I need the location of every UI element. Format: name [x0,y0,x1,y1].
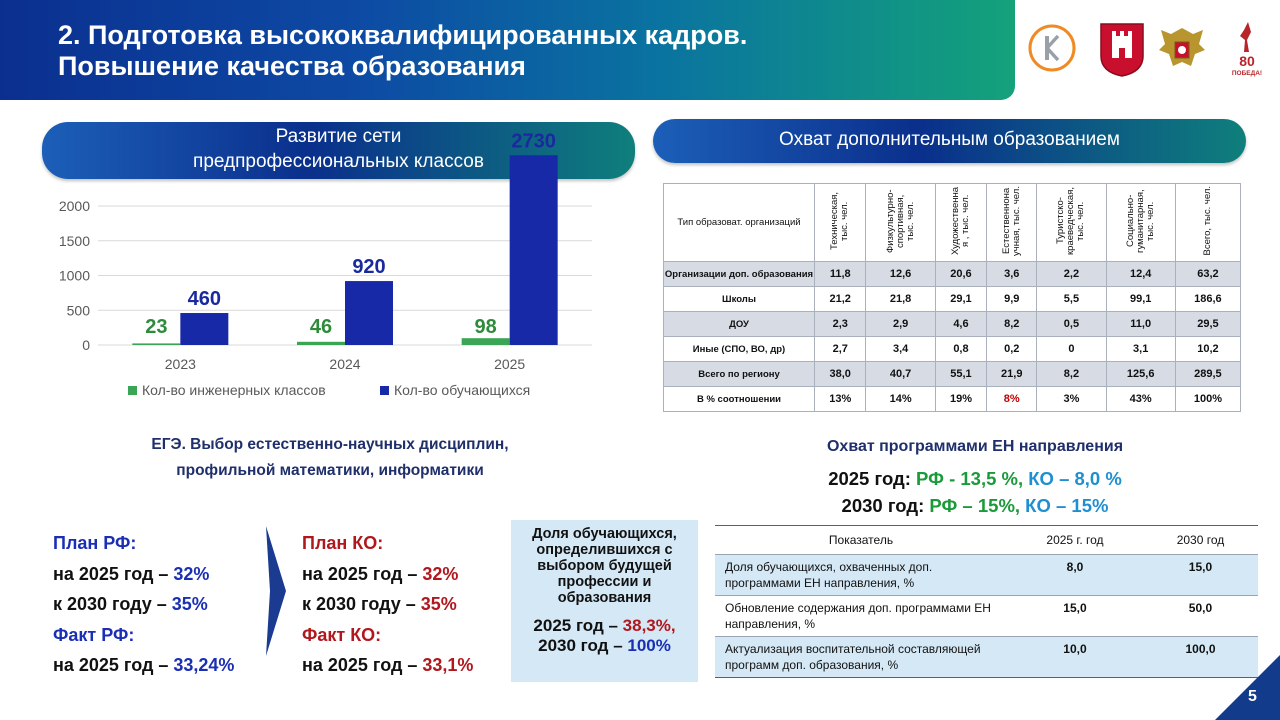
table-cell: 100% [1175,387,1240,412]
pill-network-line1: Развитие сети [275,126,402,147]
table-column-header-label: Социально-гуманитарная, тыс. чел. [1124,189,1156,253]
fact-rf-heading: Факт РФ: [53,624,135,645]
table-row [664,387,1241,412]
table-cell: 9,9 [987,287,1037,312]
table-cell: 0 [1037,337,1106,362]
table-row-label: Всего по региону [664,362,815,387]
data-label: 2730 [511,130,556,153]
career-choice-2030-label: 2030 год – [538,636,628,655]
page-title [58,20,747,82]
table-column-header [1037,184,1106,262]
table-column-header [815,184,866,262]
indicators-table [715,525,1258,678]
indicators-value-2025: 8,0 [1007,555,1143,596]
table-cell: 43% [1106,387,1175,412]
table-cell: 8,2 [1037,362,1106,387]
table-cell: 12,6 [866,262,935,287]
table-cell: 2,2 [1037,262,1106,287]
ege-title-line1: ЕГЭ. Выбор естественно-научных дисциплин, [151,436,509,453]
indicators-label: Актуализация воспитательной составляющей программ доп. образования, % [715,637,1007,678]
table-cell: 289,5 [1175,362,1240,387]
career-choice-box [511,520,698,682]
table-cell: 14% [866,387,935,412]
table-column-header-label: Всего, тыс. чел. [1201,186,1213,256]
table-cell: 8,2 [987,312,1037,337]
table-cell: 2,7 [815,337,866,362]
coat-of-arms-icon [1095,18,1149,78]
table-cell: 38,0 [815,362,866,387]
table-cell: 0,5 [1037,312,1106,337]
table-cell: 2,3 [815,312,866,337]
table-cell: 21,9 [987,362,1037,387]
plan-rf-line-2025 [53,559,234,590]
table-row [664,287,1241,312]
indicators-label: Обновление содержания доп. программами ЕН направления, % [715,596,1007,637]
plan-rf-heading: План РФ: [53,533,137,553]
table-cell: 63,2 [1175,262,1240,287]
en-2025-year: 2025 год: [828,468,917,489]
indicators-header-2030: 2030 год [1143,526,1258,555]
table-header-row [664,184,1241,262]
table-column-header [1106,184,1175,262]
table-column-header-label: Естественнона учная, тыс. чел. [1000,186,1022,256]
indicators-value-2030: 100,0 [1143,637,1258,678]
plan-rf-line-2030 [53,589,234,620]
table-row [664,362,1241,387]
indicators-value-2025: 15,0 [1007,596,1143,637]
plan-ko-line-2030 [302,589,473,620]
plan-ko-line-2025 [302,559,473,590]
bar-engineering-classes [132,343,180,345]
bar-students [180,313,228,345]
indicators-header-row [715,526,1258,555]
career-choice-2030-value: 100% [627,636,671,655]
chevron-right-icon [266,526,286,656]
table-column-header [866,184,935,262]
table-cell: 19% [935,387,986,412]
ege-title [110,432,550,484]
y-tick-label: 2000 [58,198,90,214]
table-cell: 125,6 [1106,362,1175,387]
plan-rf-2030-value: 35% [171,594,208,614]
pill-additional-education [653,119,1246,163]
table-cell: 29,1 [935,287,986,312]
data-label: 460 [187,288,222,311]
en-coverage-2025 [760,468,1190,490]
table-cell: 29,5 [1175,312,1240,337]
table-column-header-label: Туристско-краеведческая, тыс. чел. [1055,187,1087,255]
additional-education-table [663,183,1241,412]
bar-engineering-classes [297,342,345,345]
career-choice-question: Доля обучающихся, определившихся с выбором будущей профессии и образования [532,526,677,606]
bar-students [510,155,558,345]
en-2025-ko: КО – 8,0 % [1028,468,1122,489]
table-row-label: Школы [664,287,815,312]
fact-rf-line [53,650,234,681]
career-choice-2025-value: 38,3%, [622,616,676,635]
table-cell: 4,6 [935,312,986,337]
legend-swatch [128,386,137,395]
x-tick-label: 2023 [164,356,196,372]
page-title-line2: Повышение качества образования [58,51,526,81]
table-column-header-label: Физкультурно-спортивная, тыс. чел. [884,189,916,253]
plan-rf-2030-label: к 2030 году – [53,594,172,614]
fact-rf-value: 33,24% [173,655,235,675]
x-tick-label: 2025 [494,356,526,372]
plan-rf-2025-value: 32% [173,563,210,584]
data-label: 920 [352,256,386,279]
table-column-header-label: Художественна я , тыс. чел. [949,186,971,256]
en-coverage-2030 [760,495,1190,517]
bar-engineering-classes [462,338,510,345]
indicators-row [715,555,1258,596]
y-tick-label: 1500 [58,232,90,249]
table-column-header [987,184,1037,262]
y-tick-label: 1000 [58,267,90,284]
legend-label: Кол-во обучающихся [394,382,531,398]
ege-title-line2: профильной математики, информатики [176,462,484,479]
table-cell: 21,2 [815,287,866,312]
table-row-label: В % соотношении [664,387,815,412]
table-cell: 55,1 [935,362,986,387]
indicators-label: Доля обучающихся, охваченных доп. программами ЕН направления, % [715,555,1007,596]
indicators-value-2025: 10,0 [1007,637,1143,678]
fact-ko-value: 33,1% [422,655,474,675]
pill-additional-education-label: Охват дополнительным образованием [779,129,1120,150]
logos-group [1025,18,1275,82]
legend-swatch [380,386,389,395]
pill-network-line2: предпрофессиональных классов [193,151,484,172]
data-label: 23 [145,316,168,338]
y-tick-label: 500 [66,302,90,319]
career-choice-values [511,616,698,656]
en-2025-rf: РФ - 13,5 %, [916,468,1029,489]
indicators-value-2030: 50,0 [1143,596,1258,637]
table-row-label: Иные (СПО, ВО, др) [664,337,815,362]
table-cell: 12,4 [1106,262,1175,287]
page-title-line1: 2. Подготовка высококвалифицированных кадров. [58,20,748,50]
table-cell: 5,5 [1037,287,1106,312]
en-2030-rf: РФ – 15%, [929,495,1026,516]
data-label: 46 [309,316,333,338]
page-number: 5 [1248,688,1257,705]
table-cell: 2,9 [866,312,935,337]
table-row [664,262,1241,287]
fact-ko-label: на 2025 год – [302,655,423,675]
table-cell: 3,6 [987,262,1037,287]
table-row [664,337,1241,362]
table-cell: 11,0 [1106,312,1175,337]
table-cell: 3,4 [866,337,935,362]
plan-ko-2030-value: 35% [420,594,457,614]
plan-ko-block [302,528,473,681]
fact-ko-heading: Факт КО: [302,624,382,645]
victory-80-icon [1220,18,1274,78]
indicators-row [715,596,1258,637]
data-label: 98 [474,316,497,338]
career-choice-2030 [511,636,698,656]
plan-ko-2030-label: к 2030 году – [302,594,421,614]
victory-80-number: 80 [1239,53,1255,69]
table-row [664,312,1241,337]
y-tick-label: 0 [82,337,90,353]
en-2030-ko: КО – 15% [1025,495,1109,516]
table-cell: 8% [987,387,1037,412]
table-cell: 0,8 [935,337,986,362]
indicators-row [715,637,1258,678]
x-tick-label: 2024 [329,356,361,372]
table-column-header [935,184,986,262]
table-cell: 11,8 [815,262,866,287]
table-cell: 3,1 [1106,337,1175,362]
table-type-header: Тип образоват. организаций [664,184,815,262]
bar-students [345,281,393,345]
table-row-label: ДОУ [664,312,815,337]
table-cell: 20,6 [935,262,986,287]
table-cell: 13% [815,387,866,412]
fact-ko-line [302,650,473,681]
plan-ko-heading: План КО: [302,533,384,553]
table-cell: 0,2 [987,337,1037,362]
plan-rf-2025-label: на 2025 год – [53,563,174,584]
table-column-header-label: Техническая, тыс. чел. [829,191,851,251]
career-choice-2025-label: 2025 год – [533,616,623,635]
table-row-label: Организации доп. образования [664,262,815,287]
plan-ko-2025-value: 32% [422,563,459,584]
indicators-header-2025: 2025 г. год [1007,526,1143,555]
k-logo-icon [1025,18,1079,78]
table-column-header [1175,184,1240,262]
table-cell: 186,6 [1175,287,1240,312]
table-cell: 10,2 [1175,337,1240,362]
plan-ko-2025-label: на 2025 год – [302,563,423,584]
legend-label: Кол-во инженерных классов [142,382,326,398]
ministry-emblem-icon [1155,18,1209,78]
en-2030-year: 2030 год: [841,495,930,516]
indicators-value-2030: 15,0 [1143,555,1258,596]
fact-rf-label: на 2025 год – [53,655,174,675]
en-coverage-title: Охват программами ЕН направления [826,438,1124,455]
plan-rf-block [53,528,234,681]
table-cell: 99,1 [1106,287,1175,312]
victory-80-caption: ПОБЕДА! [1231,70,1263,77]
table-cell: 40,7 [866,362,935,387]
career-choice-2025 [511,616,698,636]
indicators-header-indicator: Показатель [715,526,1007,555]
table-cell: 21,8 [866,287,935,312]
table-cell: 3% [1037,387,1106,412]
